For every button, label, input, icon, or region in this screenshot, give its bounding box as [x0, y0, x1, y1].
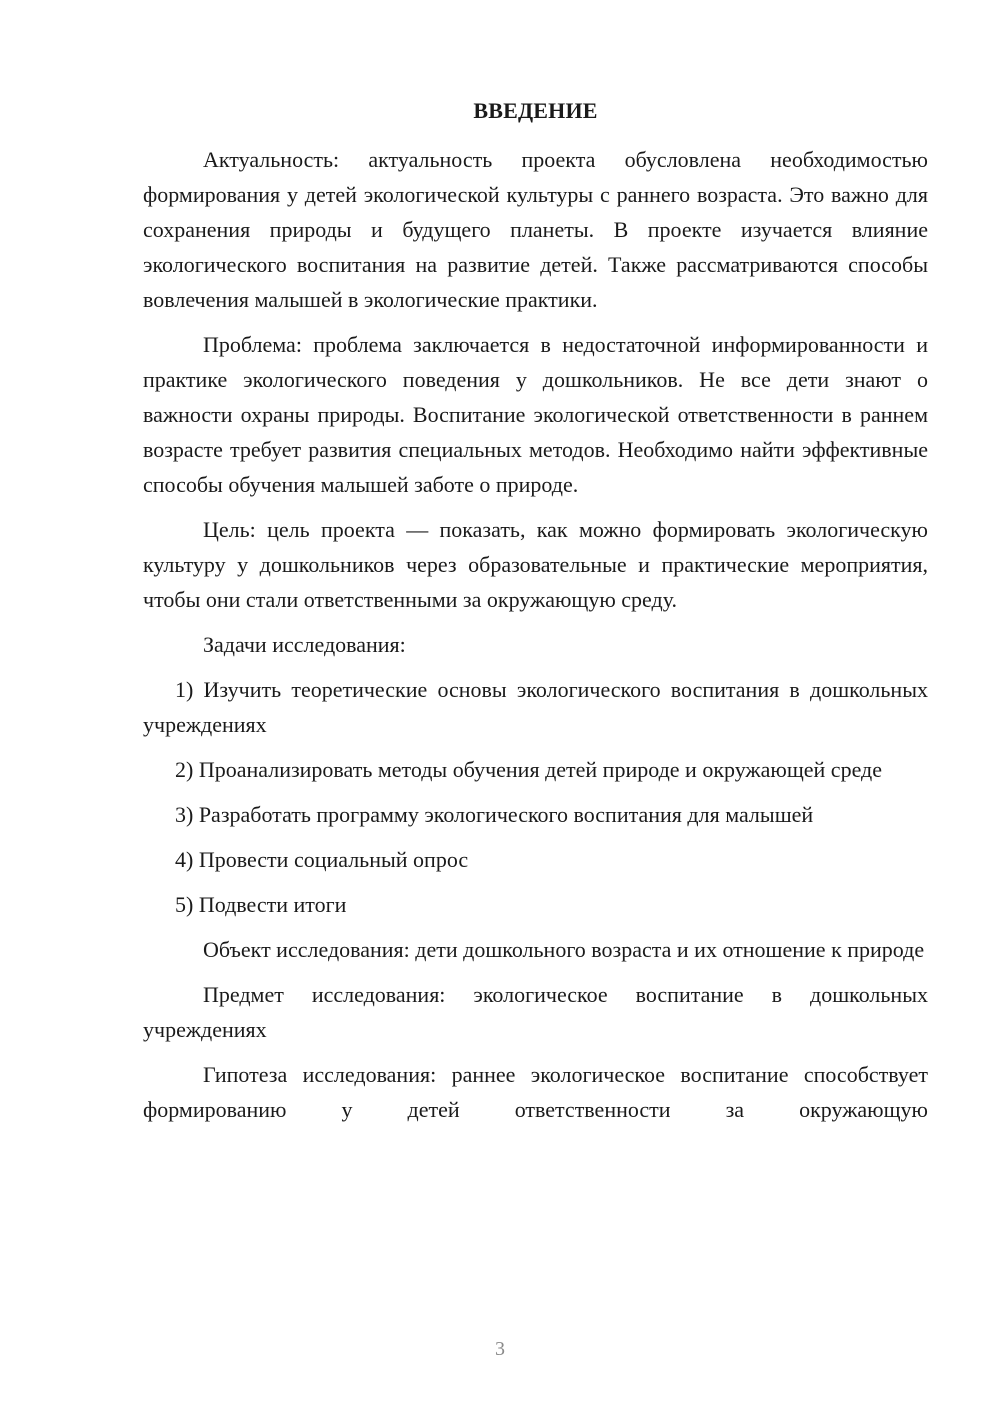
- task-item-2: 2) Проанализировать методы обучения детей природе и окружающей среде: [175, 757, 883, 782]
- paragraph-problem: Проблема: проблема заключается в недостаточной информированности и практике экологического поведения у дошкольников. Не все дети знают о важности охраны природы. Воспитание экологической ответственности в раннем возрасте требует развития специальных методов. Необходимо найти эффективные способы обучения малышей заботе о природе.: [143, 332, 928, 497]
- paragraph-tasks-heading: Задачи исследования:: [203, 632, 406, 657]
- section-title: ВВЕДЕНИЕ: [473, 98, 598, 123]
- task-item-5: 5) Подвести итоги: [175, 892, 347, 917]
- task-item-1: 1) Изучить теоретические основы экологического воспитания в дошкольных учреждениях: [143, 677, 928, 737]
- paragraph-subject: Предмет исследования: экологическое воспитание в дошкольных учреждениях: [143, 982, 928, 1042]
- page-content: [143, 93, 928, 1137]
- paragraph-relevance: Актуальность: актуальность проекта обусловлена необходимостью формирования у детей экологической культуры с раннего возраста. Это важно для сохранения природы и будущего планеты. В проекте изучается влияние экологического воспитания на развитие детей. Также рассматриваются способы вовлечения малышей в экологические практики.: [143, 147, 928, 312]
- paragraph-object: Объект исследования: дети дошкольного возраста и их отношение к природе: [203, 937, 925, 962]
- task-item-3: 3) Разработать программу экологического воспитания для малышей: [175, 802, 814, 827]
- task-item-4: 4) Провести социальный опрос: [175, 847, 469, 872]
- paragraph-hypothesis: Гипотеза исследования: раннее экологическое воспитание способствует формированию у детей ответственности за окружающую: [143, 1062, 928, 1122]
- paragraph-goal: Цель: цель проекта — показать, как можно формировать экологическую культуру у дошкольников через образовательные и практические мероприятия, чтобы они стали ответственными за окружающую среду.: [143, 517, 928, 612]
- page-number: 3: [495, 1338, 505, 1360]
